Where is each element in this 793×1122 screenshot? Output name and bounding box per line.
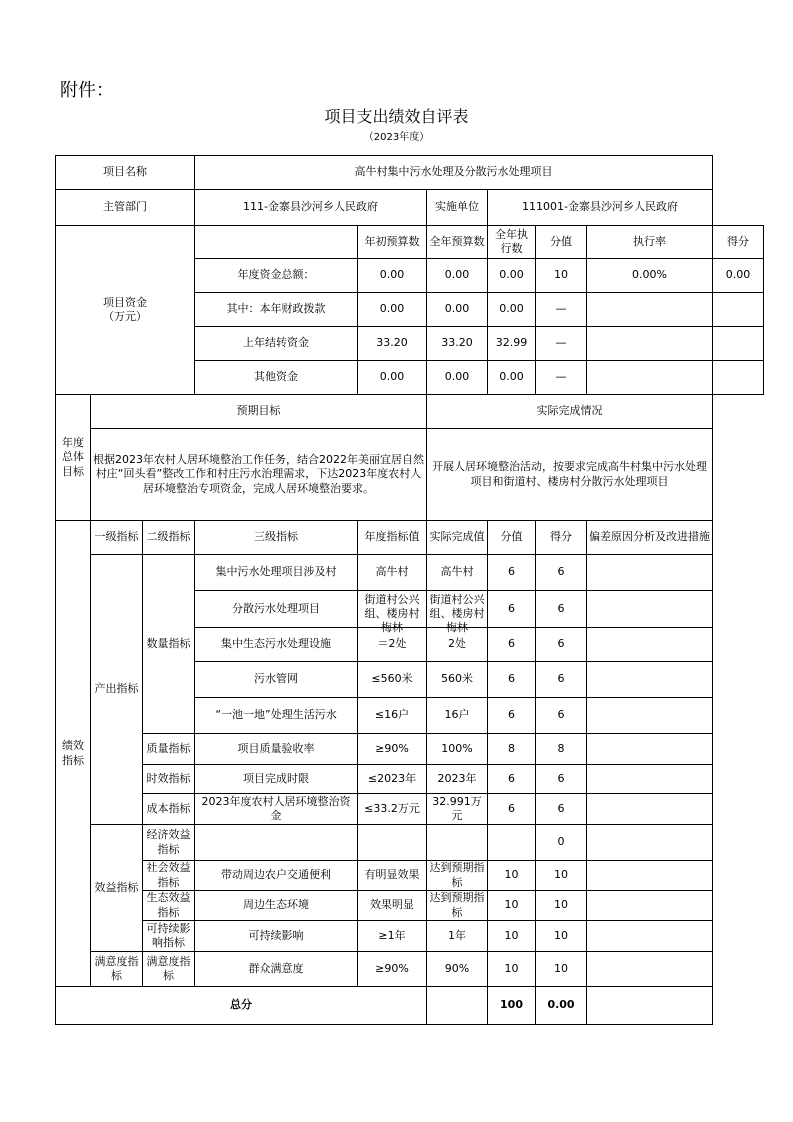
funds-cell: 33.20 [427, 327, 488, 361]
note [587, 861, 713, 891]
indicator: 项目完成时限 [195, 765, 358, 794]
total-score: 0.00 [536, 987, 587, 1025]
score: 10 [536, 921, 587, 952]
indicator: 项目质量验收率 [195, 734, 358, 765]
actual: 100% [427, 734, 488, 765]
score: 6 [536, 765, 587, 794]
level1-satisfaction: 满意度指标 [91, 952, 143, 987]
actual [427, 825, 488, 861]
attachment-label: 附件： [60, 80, 114, 101]
target: 效果明显 [358, 891, 427, 921]
funds-header: 得分 [713, 226, 764, 259]
actual: 16户 [427, 698, 488, 734]
funds-cell [713, 293, 764, 327]
score: 10 [536, 891, 587, 921]
note [587, 591, 713, 628]
funds-label: 项目资金 （万元） [56, 226, 195, 395]
level1-benefit: 效益指标 [91, 825, 143, 952]
score: 6 [536, 591, 587, 628]
note [587, 765, 713, 794]
actual: 560米 [427, 662, 488, 698]
funds-cell: 0.00 [488, 293, 536, 327]
funds-cell: — [536, 327, 587, 361]
perf-header: 年度指标值 [358, 521, 427, 555]
project-name: 高牛村集中污水处理及分散污水处理项目 [195, 156, 713, 190]
funds-cell: 33.20 [358, 327, 427, 361]
actual: 90% [427, 952, 488, 987]
funds-cell: 0.00 [358, 293, 427, 327]
funds-header-blank [195, 226, 358, 259]
funds-cell [587, 293, 713, 327]
score-value: 10 [488, 921, 536, 952]
target: ≥90% [358, 952, 427, 987]
score-value: 8 [488, 734, 536, 765]
level2-satisfaction: 满意度指标 [143, 952, 195, 987]
note [587, 891, 713, 921]
funds-header: 全年预算数 [427, 226, 488, 259]
target-text: 街道村公兴组、楼房村梅林 [364, 593, 420, 634]
level2-social: 社会效益指标 [143, 861, 195, 891]
target: 高牛村 [358, 555, 427, 591]
indicator: 周边生态环境 [195, 891, 358, 921]
target: ≤33.2万元 [358, 794, 427, 825]
indicator: 污水管网 [195, 662, 358, 698]
score-value: 10 [488, 861, 536, 891]
actual: 2处 [427, 628, 488, 662]
target: ≤16户 [358, 698, 427, 734]
score: 6 [536, 555, 587, 591]
level2-timeliness: 时效指标 [143, 765, 195, 794]
score: 8 [536, 734, 587, 765]
funds-header: 全年执行数 [488, 226, 536, 259]
funds-row-name: 其他资金 [195, 361, 358, 395]
target: ≥90% [358, 734, 427, 765]
perf-header: 一级指标 [91, 521, 143, 555]
perf-header: 得分 [536, 521, 587, 555]
level2-cost: 成本指标 [143, 794, 195, 825]
score-value: 6 [488, 591, 536, 628]
note [587, 921, 713, 952]
impl-value: 111001-金寨县沙河乡人民政府 [488, 190, 713, 226]
note [587, 628, 713, 662]
total-note [587, 987, 713, 1025]
dept-value: 111-金寨县沙河乡人民政府 [195, 190, 427, 226]
score: 10 [536, 952, 587, 987]
funds-header: 执行率 [587, 226, 713, 259]
indicator: “一池一地”处理生活污水 [195, 698, 358, 734]
score-value: 6 [488, 698, 536, 734]
goals-expected-text: 根据2023年农村人居环境整治工作任务，结合2022年美丽宜居自然村庄“回头看”整改工作和村庄污水治理需求，下达2023年度农村人居环境整治专项资金，完成人居环境整治要求。 [91, 429, 427, 521]
funds-header: 分值 [536, 226, 587, 259]
actual: 达到预期指标 [427, 891, 488, 921]
total-label: 总分 [56, 987, 427, 1025]
funds-cell: 0.00% [587, 259, 713, 293]
note [587, 698, 713, 734]
score: 6 [536, 794, 587, 825]
dept-label: 主管部门 [56, 190, 195, 226]
self-evaluation-table [55, 155, 764, 1025]
indicator: 集中生态污水处理设施 [195, 628, 358, 662]
funds-row-name: 其中：本年财政拨款 [195, 293, 358, 327]
perf-header: 分值 [488, 521, 536, 555]
funds-row-name: 年度资金总额： [195, 259, 358, 293]
funds-cell: 10 [536, 259, 587, 293]
target: ＝2处 [358, 628, 427, 662]
total-score-value: 100 [488, 987, 536, 1025]
funds-cell: 0.00 [488, 361, 536, 395]
actual: 1年 [427, 921, 488, 952]
report-year: （2023年度） [363, 132, 430, 143]
indicator: 集中污水处理项目涉及村 [195, 555, 358, 591]
score: 6 [536, 698, 587, 734]
target: 有明显效果 [358, 861, 427, 891]
perf-header: 二级指标 [143, 521, 195, 555]
actual: 32.991万元 [427, 794, 488, 825]
level2-quality: 质量指标 [143, 734, 195, 765]
note [587, 825, 713, 861]
funds-cell: 0.00 [358, 361, 427, 395]
level2-economic: 经济效益指标 [143, 825, 195, 861]
indicator: 群众满意度 [195, 952, 358, 987]
funds-cell [713, 327, 764, 361]
indicator [195, 825, 358, 861]
score-value: 10 [488, 891, 536, 921]
indicator: 2023年度农村人居环境整治资金 [195, 794, 358, 825]
funds-cell: 32.99 [488, 327, 536, 361]
score-value: 6 [488, 662, 536, 698]
perf-header: 三级指标 [195, 521, 358, 555]
score-value: 6 [488, 794, 536, 825]
funds-cell: — [536, 293, 587, 327]
funds-cell: 0.00 [713, 259, 764, 293]
funds-cell: 0.00 [488, 259, 536, 293]
perf-header: 实际完成值 [427, 521, 488, 555]
indicator: 分散污水处理项目 [195, 591, 358, 628]
goals-actual-text: 开展人居环境整治活动，按要求完成高牛村集中污水处理项目和街道村、楼房村分散污水处理项目 [427, 429, 713, 521]
target: ≤2023年 [358, 765, 427, 794]
indicator: 带动周边农户交通便利 [195, 861, 358, 891]
funds-cell [587, 327, 713, 361]
funds-cell: 0.00 [427, 361, 488, 395]
goals-expected-header: 预期目标 [91, 395, 427, 429]
impl-label: 实施单位 [427, 190, 488, 226]
note [587, 794, 713, 825]
perf-label: 绩效指标 [56, 521, 91, 987]
funds-cell: — [536, 361, 587, 395]
perf-header: 偏差原因分析及改进措施 [587, 521, 713, 555]
score: 10 [536, 861, 587, 891]
actual: 达到预期指标 [427, 861, 488, 891]
funds-cell: 0.00 [358, 259, 427, 293]
funds-row-name: 上年结转资金 [195, 327, 358, 361]
target [358, 825, 427, 861]
goals-actual-header: 实际完成情况 [427, 395, 713, 429]
total-blank [427, 987, 488, 1025]
funds-cell [587, 361, 713, 395]
note [587, 734, 713, 765]
score-value: 6 [488, 628, 536, 662]
note [587, 952, 713, 987]
target: ≥1年 [358, 921, 427, 952]
funds-header: 年初预算数 [358, 226, 427, 259]
actual-text: 街道村公兴组、楼房村梅林 [429, 593, 485, 634]
score-value: 10 [488, 952, 536, 987]
note [587, 662, 713, 698]
score-value [488, 825, 536, 861]
indicator: 可持续影响 [195, 921, 358, 952]
level2-ecological: 生态效益指标 [143, 891, 195, 921]
level1-output: 产出指标 [91, 555, 143, 825]
score: 0 [536, 825, 587, 861]
score-value: 6 [488, 765, 536, 794]
page-title: 项目支出绩效自评表 [324, 107, 469, 126]
funds-cell: 0.00 [427, 259, 488, 293]
score: 6 [536, 628, 587, 662]
actual: 高牛村 [427, 555, 488, 591]
actual [427, 591, 488, 634]
actual: 2023年 [427, 765, 488, 794]
target: ≤560米 [358, 662, 427, 698]
score-value: 6 [488, 555, 536, 591]
goals-label: 年度总体目标 [56, 395, 91, 521]
score: 6 [536, 662, 587, 698]
funds-cell [713, 361, 764, 395]
target [358, 591, 427, 634]
level2-quantity: 数量指标 [143, 555, 195, 734]
note [587, 555, 713, 591]
funds-cell: 0.00 [427, 293, 488, 327]
project-name-label: 项目名称 [56, 156, 195, 190]
level2-sustainable: 可持续影响指标 [143, 921, 195, 952]
